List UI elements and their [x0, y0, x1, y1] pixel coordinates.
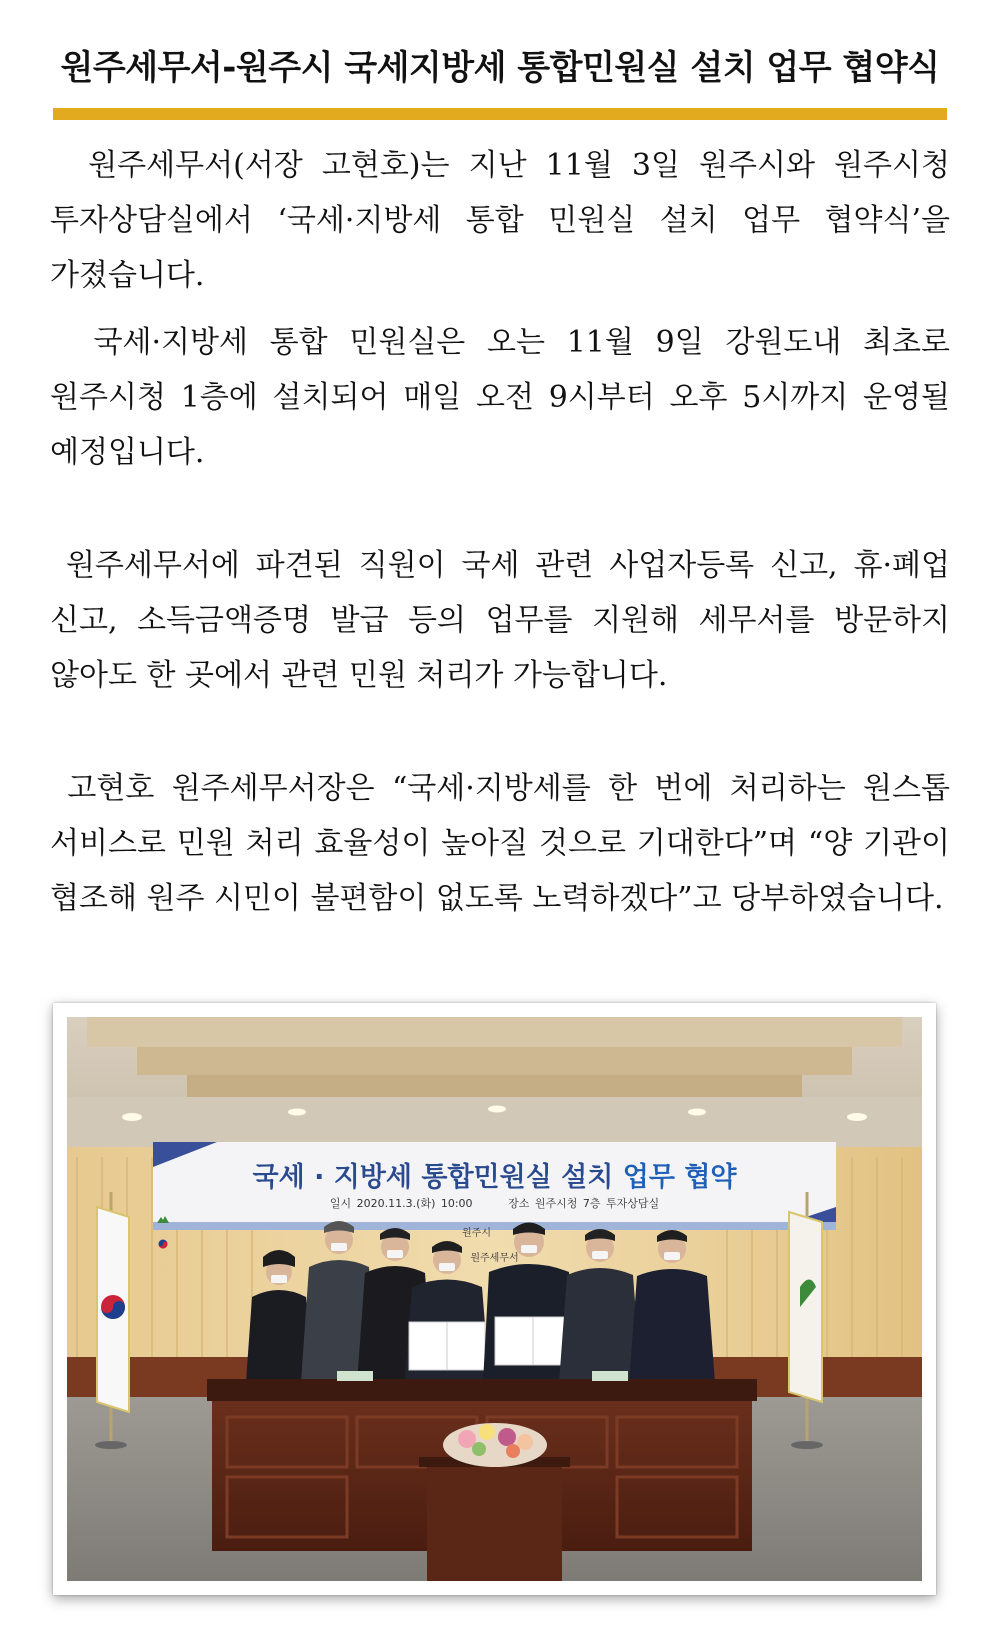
- wonju-city-logo-icon: [157, 1214, 169, 1224]
- banner-place-value: 원주시청 7층 투자상담실: [534, 1197, 660, 1210]
- photo-frame: [53, 1003, 936, 1595]
- title-underline: [53, 108, 947, 120]
- banner-date-label: 일시: [329, 1197, 352, 1210]
- banner-logo-left: 원주시: [462, 1228, 491, 1239]
- banner-date-value: 2020.11.3.(화) 10:00: [356, 1197, 473, 1210]
- banner-title-main: 국세 · 지방세 통합민원실 설치: [252, 1162, 623, 1193]
- paragraph-3: 원주세무서에 파견된 직원이 국세 관련 사업자등록 신고, 휴·폐업 신고, 소득금액증명 발급 등의 업무를 지원해 세무서를 방문하지 않아도 한 곳에서 관련 민원 처리가 가능합니다.: [50, 548, 960, 693]
- ceremony-photo: [67, 1017, 922, 1581]
- paragraph-2: 국세·지방세 통합 민원실은 오는 11월 9일 강원도내 최초로 원주시청 1층에 설치되어 매일 오전 9시부터 오후 5시까지 운영될 예정입니다.: [50, 325, 960, 470]
- banner-place-label: 장소: [508, 1197, 530, 1210]
- banner-logo-right: 원주세무서: [470, 1253, 519, 1264]
- article-body: [50, 138, 960, 926]
- page-title: 원주세무서-원주시 국세지방세 통합민원실 설치 업무 협약식: [60, 48, 940, 88]
- paragraph-1: 원주세무서(서장 고현호)는 지난 11월 3일 원주시와 원주시청 투자상담실에서 ‘국세·지방세 통합 민원실 설치 업무 협약식’을 가졌습니다.: [50, 148, 960, 293]
- paragraph-4: 고현호 원주세무서장은 “국세·지방세를 한 번에 처리하는 원스톱 서비스로 민원 처리 효율성이 높아질 것으로 기대한다”며 “양 기관이 협조해 원주 시민이 불편함이 없도록 노력하겠다”고 당부하였습니다.: [50, 771, 960, 916]
- banner-title-highlight: 업무 협약: [622, 1162, 737, 1193]
- event-banner: [157, 1147, 832, 1264]
- tax-office-logo-icon: [157, 1239, 169, 1249]
- ceremony-scene: [67, 1017, 922, 1581]
